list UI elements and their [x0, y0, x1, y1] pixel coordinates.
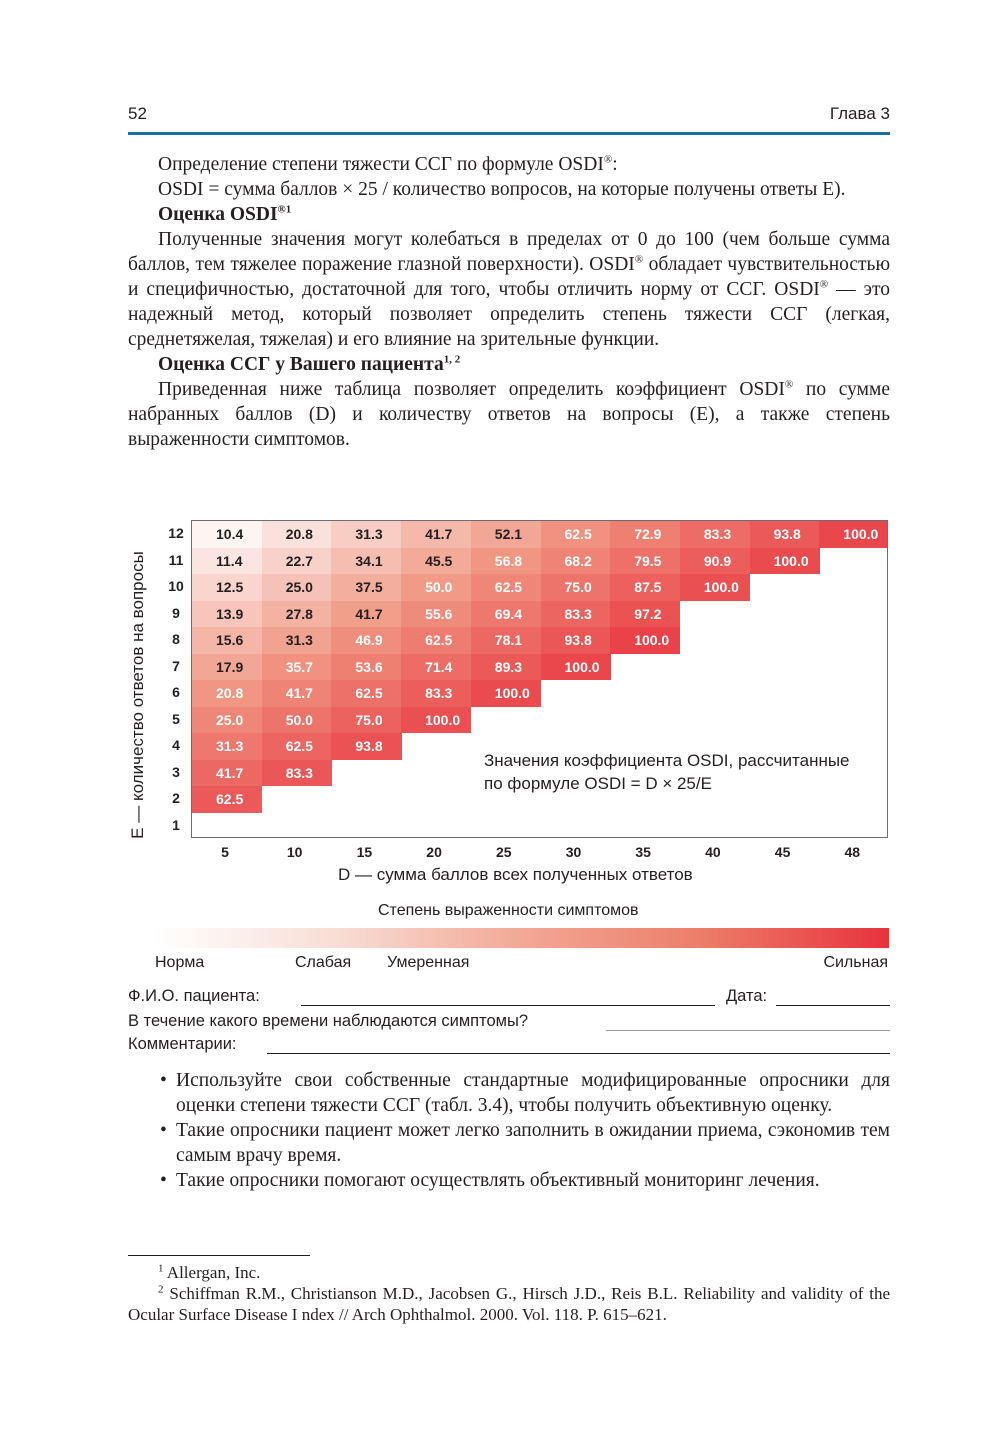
osdi-heatmap-chart: [128, 515, 900, 895]
heatmap-cell: 62.5: [331, 680, 401, 707]
footnote-rule: [128, 1255, 310, 1256]
x-tick-label: 45: [774, 844, 791, 860]
severity-label-mild: Слабая: [295, 954, 352, 971]
heatmap-cell: 20.8: [262, 521, 332, 548]
heatmap-cell: 100.0: [471, 680, 541, 707]
heatmap-cell: 31.3: [192, 733, 262, 760]
y-tick-label: 8: [172, 631, 180, 647]
heatmap-cell: 83.3: [401, 680, 471, 707]
heatmap-cell: 62.5: [262, 733, 332, 760]
heatmap-cell: 12.5: [192, 574, 262, 601]
heatmap-cell: 31.3: [331, 521, 401, 548]
section-paragraph-patient: Приведенная ниже таблица позволяет определить коэффициент OSDI® по сумме набранных баллов (D) и количеству ответов на вопросы (E), а также степень выраженности симптомов.: [128, 378, 890, 450]
bullet-list: [160, 1068, 890, 1193]
header-rule: [128, 132, 890, 135]
heatmap-cell: 20.8: [192, 680, 262, 707]
heatmap-cell: 83.3: [680, 521, 750, 548]
heatmap-cell: 97.2: [610, 601, 680, 628]
section-paragraph-osdi: Полученные значения могут колебаться в пределах от 0 до 100 (чем больше сумма баллов, тем тяжелее поражение глазной поверхности). OSDI® обладает чувствительностью и специфичностью, достаточной для того, чтобы отличить норму от ССГ. OSDI® — это надежный метод, который позволяет определить степень тяжести ССГ (легкая, среднетяжелая, тяжелая) и его влияние на зрительные функции.: [128, 229, 891, 350]
bullet-item: • Используйте свои собственные стандартные модифицированные опросники для оценки степени тяжести ССГ (табл. 3.4), чтобы получить объективную оценку.: [160, 1070, 890, 1116]
symptom-duration-row: [128, 1012, 890, 1034]
footnote-2: $^2$ Schiffman R.M., Christianson M.D., Jacobsen G., Hirsch J.D., Reis B.L. Reliability and validity of the Ocular Surface Disease I ndex // Arch Ophthalmol. 2000. Vol. 118. P. 615–621.: [128, 1283, 890, 1324]
intro-paragraph-1: Определение степени тяжести ССГ по формуле OSDI®:: [158, 153, 618, 175]
footnote-1: $^1$ Allergan, Inc.: [158, 1262, 261, 1282]
bullet-item: • Такие опросники пациент может легко заполнить в ожидании приема, сэкономив тем самым врачу время.: [160, 1120, 890, 1166]
heatmap-cell: 62.5: [401, 627, 471, 654]
intro-text: [128, 152, 890, 452]
section-heading-osdi: Оценка $OSDI^{®1}$: [158, 203, 292, 225]
y-tick-label: 5: [172, 710, 180, 727]
x-tick-label: 35: [635, 844, 651, 860]
y-tick-label: 1: [172, 816, 180, 833]
heatmap-cell: 52.1: [471, 521, 541, 548]
bullet-item: • Такие опросники помогают осуществлять объективный мониторинг лечения.: [160, 1170, 820, 1191]
heatmap-cell: 71.4: [401, 654, 471, 681]
y-tick-label: 6: [172, 684, 180, 700]
section-heading-patient: Оценка ССГ у Вашего пациента$^{1, 2}$: [158, 353, 461, 375]
heatmap-cell: 53.6: [331, 654, 401, 681]
x-tick-label: 5: [221, 844, 229, 860]
heatmap-cell: 78.1: [471, 627, 541, 654]
heatmap-cell: 100.0: [680, 574, 750, 601]
heatmap-cell: 83.3: [262, 760, 332, 787]
heatmap-cell: 46.9: [331, 627, 401, 654]
heatmap-cell: 62.5: [541, 521, 611, 548]
date-label: Дата:: [726, 987, 768, 1005]
heatmap-cell: 100.0: [750, 548, 820, 575]
heatmap-cell: 69.4: [471, 601, 541, 628]
heatmap-cell: 15.6: [192, 627, 262, 654]
y-tick-label: 12: [168, 525, 184, 541]
chapter-title: Глава 3: [829, 104, 890, 123]
heatmap-cell: 62.5: [192, 786, 262, 813]
y-tick-label: 2: [172, 790, 180, 806]
heatmap-cell: 93.8: [750, 521, 820, 548]
x-tick-label: 40: [705, 844, 721, 860]
heatmap-cell: 90.9: [680, 548, 750, 575]
heatmap-cell: 55.6: [401, 601, 471, 628]
severity-scale-title: Степень выраженности симптомов: [378, 902, 639, 919]
heatmap-cell: 100.0: [610, 627, 680, 654]
heatmap-cell: 87.5: [610, 574, 680, 601]
running-head: [128, 104, 890, 128]
heatmap-cell: 17.9: [192, 654, 262, 681]
symptom-duration-label: В течение какого времени наблюдаются симптомы?: [128, 1012, 529, 1030]
heatmap-cell: 68.2: [541, 548, 611, 575]
heatmap-cell: 41.7: [192, 760, 262, 787]
heatmap-cell: 45.5: [401, 548, 471, 575]
heatmap-cell: 35.7: [262, 654, 332, 681]
bullet-icon: •: [160, 1170, 167, 1191]
heatmap-cell: 72.9: [610, 521, 680, 548]
heatmap-cell: 41.7: [331, 601, 401, 628]
severity-label-severe: Сильная: [823, 954, 888, 971]
heatmap-cell: 93.8: [331, 733, 401, 760]
patient-name-field[interactable]: [301, 1005, 715, 1006]
heatmap-cell: 25.0: [192, 707, 262, 734]
page-number: 52: [128, 104, 147, 123]
heatmap-cell: 31.3: [262, 627, 332, 654]
severity-gradient-bar: [154, 928, 889, 948]
heatmap-cell: 11.4: [192, 548, 262, 575]
heatmap-cell: 37.5: [331, 574, 401, 601]
heatmap-cell: 93.8: [541, 627, 611, 654]
comments-label: Комментарии:: [128, 1035, 237, 1053]
heatmap-cell: 79.5: [610, 548, 680, 575]
x-tick-label: 20: [426, 844, 442, 860]
comments-row: [128, 1035, 890, 1057]
x-tick-label: 15: [356, 844, 373, 860]
y-tick-label: 10: [168, 578, 184, 594]
heatmap-cell: 83.3: [541, 601, 611, 628]
heatmap-cell: 50.0: [401, 574, 471, 601]
plot-area: [191, 520, 888, 838]
heatmap-cell: 50.0: [262, 707, 332, 734]
severity-label-norm: Норма: [155, 954, 205, 971]
y-tick-label: 9: [172, 604, 180, 621]
intro-paragraph-2: OSDI = сумма баллов × 25 / количество вопросов, на которые получены ответы E).: [158, 179, 846, 200]
x-axis-title: D — сумма баллов всех полученных ответов: [338, 865, 693, 884]
heatmap-cell: 41.7: [262, 680, 332, 707]
x-tick-label: 48: [844, 844, 861, 860]
symptom-duration-field[interactable]: [606, 1030, 890, 1031]
heatmap-cell: 27.8: [262, 601, 332, 628]
heatmap-cell: 62.5: [471, 574, 541, 601]
heatmap-cell: 89.3: [471, 654, 541, 681]
x-tick-label: 25: [496, 844, 512, 860]
bullet-icon: •: [160, 1120, 167, 1141]
heatmap-cell: 75.0: [331, 707, 401, 734]
bullet-icon: •: [160, 1070, 167, 1091]
heatmap-cell: 100.0: [401, 707, 471, 734]
y-axis-title: E — количество ответов на вопросы: [128, 551, 147, 839]
footnotes: [128, 1262, 890, 1325]
y-tick-label: 11: [168, 551, 184, 568]
heatmap-cell: 25.0: [262, 574, 332, 601]
heatmap-cell: 100.0: [819, 521, 888, 548]
y-tick-label: 4: [172, 737, 180, 753]
x-tick-label: 30: [565, 844, 582, 860]
patient-name-row: [128, 987, 890, 1009]
heatmap-cell: 41.7: [401, 521, 471, 548]
heatmap-cell: 34.1: [331, 548, 401, 575]
patient-name-label: Ф.И.О. пациента:: [128, 987, 260, 1005]
heatmap-cell: 13.9: [192, 601, 262, 628]
y-tick-label: 3: [172, 763, 180, 780]
chart-annotation: Значения коэффициента OSDI, рассчитанные по формуле OSDI = D × 25/E: [484, 751, 850, 793]
heatmap-cell: 56.8: [471, 548, 541, 575]
heatmap-cell: 100.0: [541, 654, 611, 681]
heatmap-cell: 22.7: [262, 548, 332, 575]
date-field[interactable]: [776, 1005, 890, 1006]
y-tick-label: 7: [172, 657, 180, 674]
x-tick-label: 10: [286, 844, 303, 860]
comments-field[interactable]: [267, 1053, 890, 1054]
severity-label-moderate: Умеренная: [387, 954, 470, 971]
heatmap-cell: 75.0: [541, 574, 611, 601]
heatmap-cell: 10.4: [192, 521, 262, 548]
